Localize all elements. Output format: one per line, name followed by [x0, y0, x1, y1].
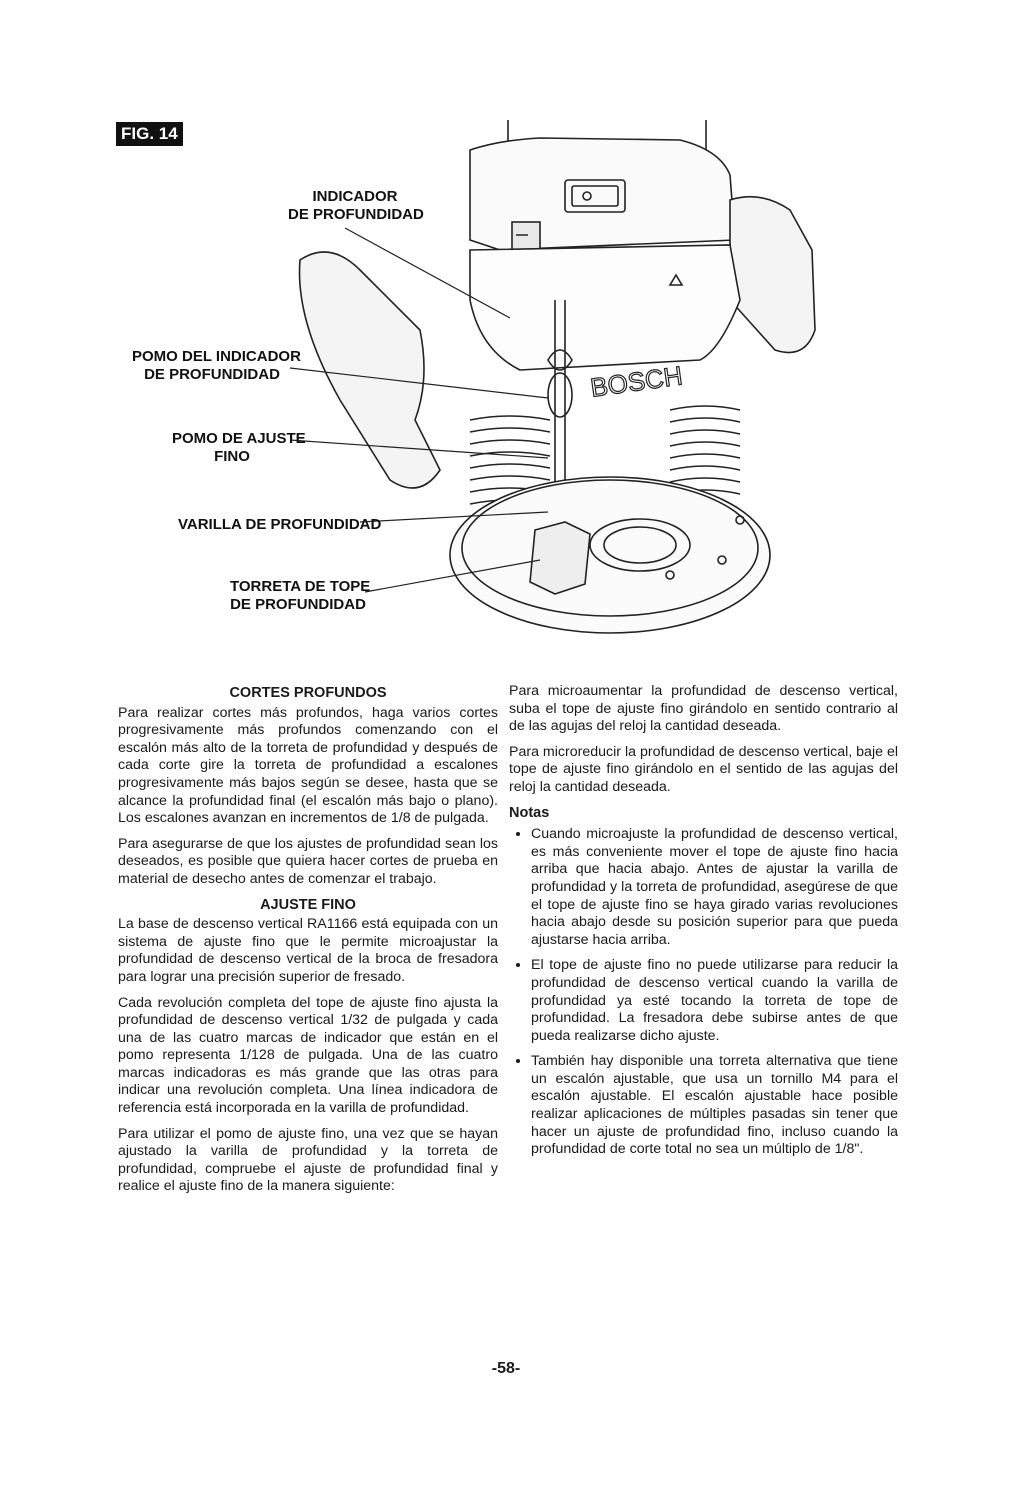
- notes-list: [509, 826, 898, 1159]
- label-indicator-knob-line2: DE PROFUNDIDAD: [144, 366, 280, 383]
- list-item: • Cuando microajuste la profundidad de descenso vertical, es más conveniente mover el tope de ajuste fino hacia arriba que hacia abajo. Antes de ajustar la varilla de profundidad y la torreta de profundidad, asegúrese de que el tope de ajuste fino se haya girado varias revoluciones hacia abajo desde su posición superior para que pueda ajustarse hacia arriba.: [531, 826, 898, 949]
- label-depth-indicator-line2: DE PROFUNDIDAD: [288, 206, 424, 223]
- label-depth-rod: VARILLA DE PROFUNDIDAD: [178, 516, 382, 533]
- left-column: [118, 683, 498, 1204]
- label-depth-indicator: [288, 188, 422, 224]
- paragraph: Cada revolución completa del tope de ajuste fino ajusta la profundidad de descenso vertical 1/32 de pulgada y cada una de las cuatro marcas de indicador que están en el pomo representa 1/128 de pulgada. Una de las cuatro marcas indicadoras es más grande que las otras para indicar una revolución completa. Una línea indicadora de referencia está incorporada en la varilla de profundidad.: [118, 994, 498, 1117]
- heading-fine-adjust: AJUSTE FINO: [260, 896, 356, 913]
- paragraph: La base de descenso vertical RA1166 está equipada con un sistema de ajuste fino que le permite microajustar la profundidad de descenso vertical de la broca de fresadora para lograr una precisión superior de fresado.: [118, 916, 498, 985]
- label-indicator-knob-line1: POMO DEL INDICADOR: [132, 348, 301, 365]
- paragraph: Para microreducir la profundidad de descenso vertical, baje el tope de ajuste fino girándolo en el sentido de las agujas del reloj la cantidad deseada.: [509, 743, 898, 795]
- label-depth-indicator-line1: INDICADOR: [312, 188, 398, 205]
- label-fine-adjust-knob: [172, 430, 306, 466]
- page-number: -58-: [491, 1360, 521, 1377]
- label-depth-turret-line2: DE PROFUNDIDAD: [230, 596, 366, 613]
- paragraph: Para microaumentar la profundidad de descenso vertical, suba el tope de ajuste fino girándolo en sentido contrario al de las agujas del reloj la cantidad deseada.: [509, 683, 898, 735]
- paragraph: Para realizar cortes más profundos, haga varios cortes progresivamente más profundos comenzando con el escalón más alto de la torreta de profundidad y después de cada corte gire la torreta de profundidad a escalones progresivamente más bajos según se desee, hasta que se alcance la profundidad final (el escalón más bajo o plano). Los escalones avanzan en incrementos de 1/8 de pulgada.: [118, 704, 498, 827]
- router-illustration: [0, 0, 1012, 660]
- figure-badge: FIG. 14: [116, 122, 183, 146]
- label-depth-turret: [230, 578, 371, 614]
- label-depth-turret-line1: TORRETA DE TOPE: [230, 578, 371, 595]
- list-item: • También hay disponible una torreta alternativa que tiene un escalón ajustable, que usa un tornillo M4 para el escalón ajustable. El escalón ajustable hace posible realizar aplicaciones de múltiples pasadas sin tener que hacer un ajuste de profundidad fino, incluso cuando la profundidad de corte total no sea un múltiplo de 1/8".: [531, 1053, 898, 1159]
- label-fine-adjust-knob-line1: POMO DE AJUSTE: [172, 430, 306, 447]
- paragraph: Para asegurarse de que los ajustes de profundidad sean los deseados, es posible que quiera hacer cortes de prueba en material de desecho antes de comenzar el trabajo.: [118, 835, 498, 887]
- paragraph: Para utilizar el pomo de ajuste fino, una vez que se hayan ajustado la varilla de profundidad y la torreta de profundidad, compruebe el ajuste de profundidad final y realice el ajuste fino de la manera siguiente:: [118, 1125, 498, 1195]
- heading-notes: Notas: [509, 804, 550, 821]
- list-item: • El tope de ajuste fino no puede utilizarse para reducir la profundidad de descenso vertical cuando la varilla de profundidad ya esté tocando la torreta de tope de profundidad. La fresadora debe subirse antes de que pueda realizarse dicho ajuste.: [531, 957, 898, 1045]
- right-column: [509, 683, 898, 1167]
- label-fine-adjust-knob-line2: FINO: [214, 448, 250, 465]
- bosch-logo: BOSCH: [588, 360, 685, 403]
- label-indicator-knob: [132, 348, 301, 384]
- heading-deep-cuts: CORTES PROFUNDOS: [229, 685, 387, 701]
